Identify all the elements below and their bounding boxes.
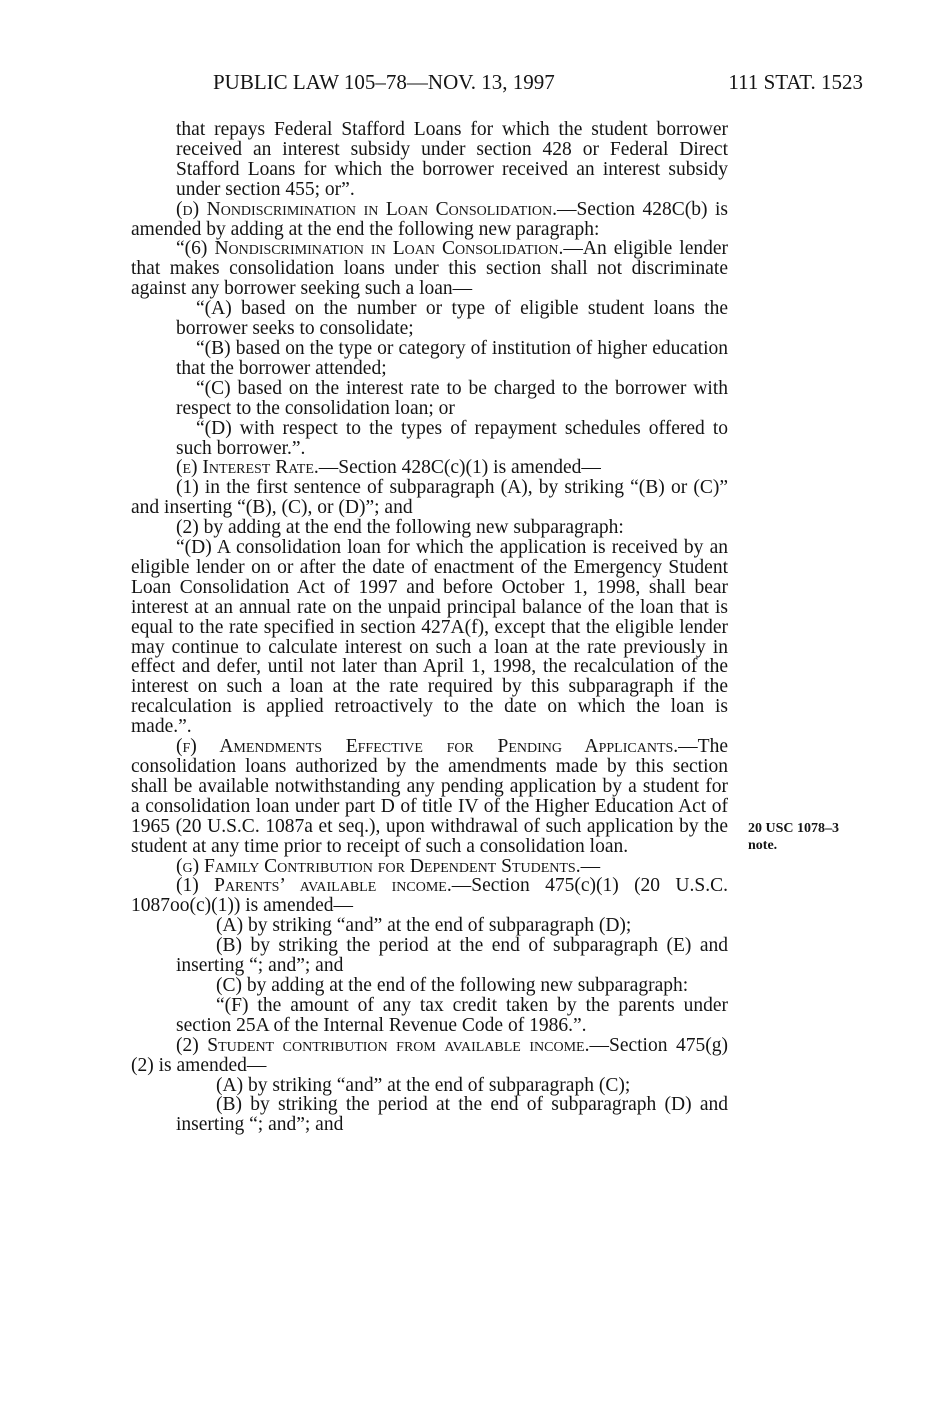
paragraph-g-2 [131,1036,728,1076]
clause-g-1-c: (C) by adding at the end of the following new subparagraph: [216,974,689,996]
running-header-left: PUBLIC LAW 105–78—NOV. 13, 1997 [213,70,555,94]
continued-paragraph: that repays Federal Stafford Loans for which the student borrower received an interest subsidy under section 428 or Federal Direct Stafford Loans for which the borrower received an interest subsidy under section 455; or”. [176,119,728,200]
subsection-d-text: —Section 428C(b) is amended by adding at the end the following new paragraph: [131,198,728,240]
clause-g-2-b: (B) by striking the period at the end of subparagraph (D) and inserting “; and”; and [176,1094,728,1136]
paragraph-6-text: —An eligible lender that makes consolidation loans under this section shall not discriminate against any borrower seeking such a loan— [131,238,728,300]
clause-6-b: “(B) based on the type or category of institution of higher education that the borrower attended; [176,337,728,379]
clause-6-c: “(C) based on the interest rate to be charged to the borrower with respect to the consolidation loan; or [176,377,728,419]
running-header-right: 111 STAT. 1523 [728,70,863,94]
paragraph-6-heading: “(6) Nondiscrimination in Loan Consolidation. [176,238,564,260]
clause-g-2-a: (A) by striking “and” at the end of subparagraph (C); [216,1074,631,1096]
paragraph-6 [131,239,728,299]
paragraph-g-2-heading: (2) Student contribution from available income. [176,1034,590,1056]
subsection-e-heading: (e) Interest Rate. [176,457,319,479]
clause-6-d: “(D) with respect to the types of repayment schedules offered to such borrower.”. [176,417,728,459]
margin-citation [748,820,839,854]
subsection-f-text: —The consolidation loans authorized by the amendments made by this section shall be available notwithstanding any pending application by a student for a consolidation loan under part D of title IV of the Higher Education Act of 1965 (20 U.S.C. 1087a et seq.), upon withdrawal of such application by the student at any time prior to receipt of such a consolidation loan. [131,736,728,857]
clause-g-1-b: (B) by striking the period at the end of subparagraph (E) and inserting “; and”; and [176,935,728,977]
subsection-f [131,737,728,856]
paragraph-g-1-heading: (1) Parents’ available income. [176,875,452,897]
subsection-f-heading: (f) Amendments Effective for Pending Applicants. [176,736,679,758]
paragraph-e-2: (2) by adding at the end the following new subparagraph: [176,517,624,539]
subsection-g [131,857,728,877]
margin-citation-line1: 20 USC 1078–3 [748,821,840,836]
statute-text [131,120,728,1135]
margin-citation-line2: note. [748,838,778,853]
clause-g-1-a: (A) by striking “and” at the end of subparagraph (D); [216,915,632,937]
subsection-g-heading: (g) Family Contribution for Dependent Students. [176,855,581,877]
subparagraph-e-d: “(D) A consolidation loan for which the application is received by an eligible lender on or after the date of enactment of the Emergency Student Loan Consolidation Act of 1997 and before October 1, 1998, shall bear interest at an annual rate on the unpaid principal balance of the loan that is equal to the rate specified in section 427A(f), except that the eligible lender may continue to calculate interest on such a loan at the rate previously in effect and defer, until not later than April 1, 1998, the recalculation of the interest on such a loan at the rate required by this subparagraph if the recalculation is applied retroactively to the date on which the loan is made.”. [131,537,728,738]
subsection-g-text: — [580,855,601,877]
subsection-d [131,200,728,240]
paragraph-g-2-text: —Section 475(g)(2) is amended— [131,1034,728,1076]
subsection-d-heading: (d) Nondiscrimination in Loan Consolidation. [176,198,557,220]
paragraph-g-1 [131,876,728,916]
paragraph-e-1: (1) in the first sentence of subparagraph (A), by striking “(B) or (C)” and inserting “(B), (C), or (D)”; and [131,477,728,519]
clause-g-1-f: “(F) the amount of any tax credit taken by the parents under section 25A of the Internal Revenue Code of 1986.”. [176,994,728,1036]
subsection-e [131,458,728,478]
subsection-e-text: —Section 428C(c)(1) is amended— [318,457,601,479]
paragraph-g-1-text: —Section 475(c)(1) (20 U.S.C. 1087oo(c)(1)) is amended— [131,875,728,917]
clause-6-a: “(A) based on the number or type of eligible student loans the borrower seeks to consolidate; [176,298,728,340]
